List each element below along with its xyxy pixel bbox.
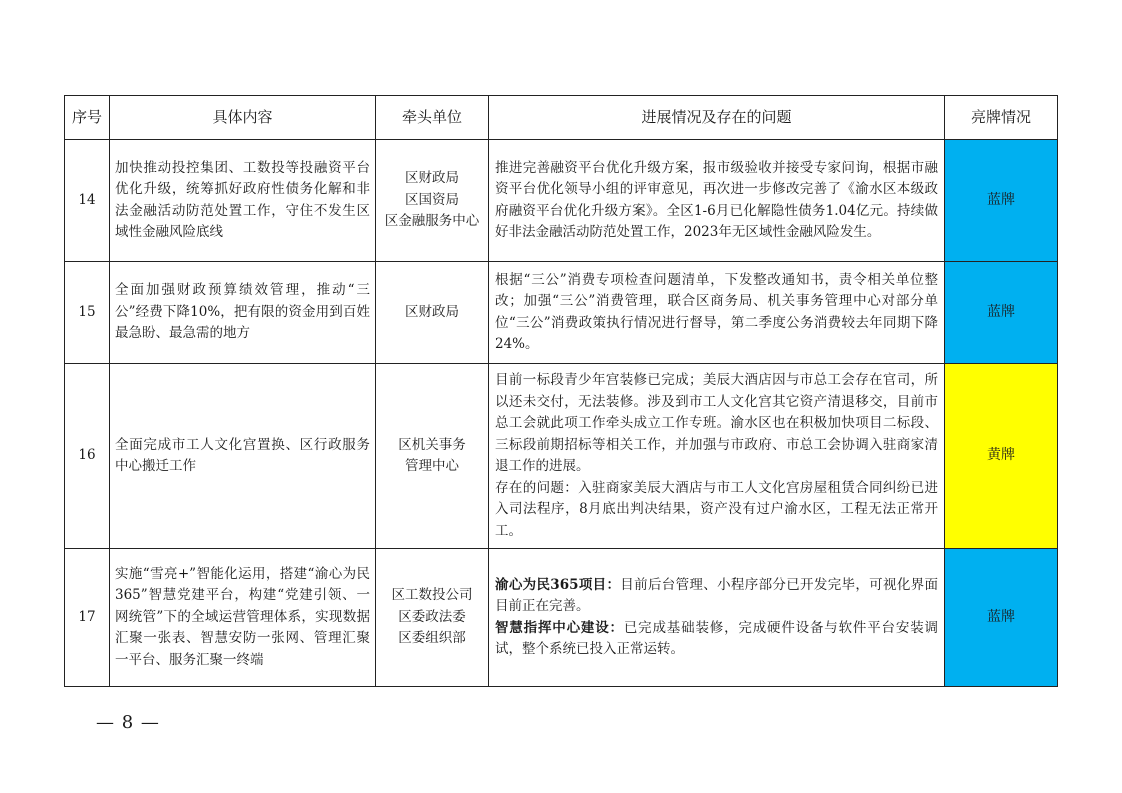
unit-line: 区金融服务中心 [384,213,480,230]
row-unit [376,262,489,364]
header-unit: 牵头单位 [376,96,489,140]
row-content: 实施“雪亮+”智能化运用，搭建“渝心为民365”智慧党建平台，构建“党建引领、一网统管”下的全域运营管理体系，实现数据汇聚一张表、智慧安防一张网、管理汇聚一平台、服务汇聚一终端 [110,549,376,687]
unit-line: 区机关事务 [398,436,466,453]
row-content: 全面完成市工人文化宫置换、区行政服务中心搬迁工作 [110,364,376,549]
row-content: 全面加强财政预算绩效管理，推动“三公”经费下降10%，把有限的资金用到百姓最急盼、最急需的地方 [110,262,376,364]
unit-line: 区财政局 [405,303,459,320]
row-number: 15 [65,262,110,364]
header-rating: 亮牌情况 [945,96,1058,140]
progress-item [495,575,938,618]
table-row [65,364,1058,549]
header-content: 具体内容 [110,96,376,140]
rating-badge: 蓝牌 [945,549,1058,687]
row-progress [489,364,945,549]
table-row [65,140,1058,262]
unit-line: 区委政法委 [398,608,466,625]
progress-item [495,618,938,661]
progress-paragraph: 目前一标段青少年宫装修已完成；美辰大酒店因与市总工会存在官司，所以还未交付，无法装修。涉及到市工人文化宫其它资产清退移交，目前市总工会就此项工作牵头成立工作专班。渝水区也在积极加快项目二标段、三标段前期招标等相关工作，并加强与市政府、市总工会协调入驻商家清退工作的进展。 [495,372,938,474]
progress-issue-paragraph: 存在的问题：入驻商家美辰大酒店与市工人文化宫房屋租赁合同纠纷已进入司法程序，8月底出判决结果，资产没有过户渝水区，工程无法正常开工。 [495,479,938,539]
page-number: — 8 — [96,712,160,733]
row-number: 17 [65,549,110,687]
rating-badge: 蓝牌 [945,140,1058,262]
table-row [65,262,1058,364]
unit-line: 区委组织部 [398,630,466,647]
table-header-row [65,96,1058,140]
progress-item-label: 渝心为民365项目： [495,576,621,593]
unit-line: 区国资局 [405,191,459,208]
row-number: 14 [65,140,110,262]
unit-line: 区财政局 [405,170,459,187]
progress-table [64,95,1058,687]
row-progress: 推进完善融资平台优化升级方案，报市级验收并接受专家问询，根据市融资平台优化领导小组的评审意见，再次进一步修改完善了《渝水区本级政府融资平台优化升级方案》。全区1-6月已化解隐性债务1.04亿元。持续做好非法金融活动防范处置工作，2023年无区域性金融风险发生。 [489,140,945,262]
row-unit [376,364,489,549]
header-num: 序号 [65,96,110,140]
row-progress [489,549,945,687]
progress-item-label: 智慧指挥中心建设： [495,619,624,636]
row-unit [376,140,489,262]
header-progress: 进展情况及存在的问题 [489,96,945,140]
row-unit [376,549,489,687]
row-content: 加快推动投控集团、工数投等投融资平台优化升级，统筹抓好政府性债务化解和非法金融活动防范处置工作，守住不发生区域性金融风险底线 [110,140,376,262]
unit-line: 区工数投公司 [391,587,473,604]
table-row [65,549,1058,687]
rating-badge: 蓝牌 [945,262,1058,364]
rating-badge: 黄牌 [945,364,1058,549]
row-progress: 根据“三公”消费专项检查问题清单，下发整改通知书，责令相关单位整改；加强“三公”消费管理，联合区商务局、机关事务管理中心对部分单位“三公”消费政策执行情况进行督导，第二季度公务消费较去年同期下降24%。 [489,262,945,364]
row-number: 16 [65,364,110,549]
unit-line: 管理中心 [405,458,459,474]
progress-item-text: 目前后台管理、小程序部分已开发完毕，可视化界面目前正在完善。 [495,576,938,614]
progress-item-text: 已完成基础装修，完成硬件设备与软件平台安装调试，整个系统已投入正常运转。 [495,619,939,657]
